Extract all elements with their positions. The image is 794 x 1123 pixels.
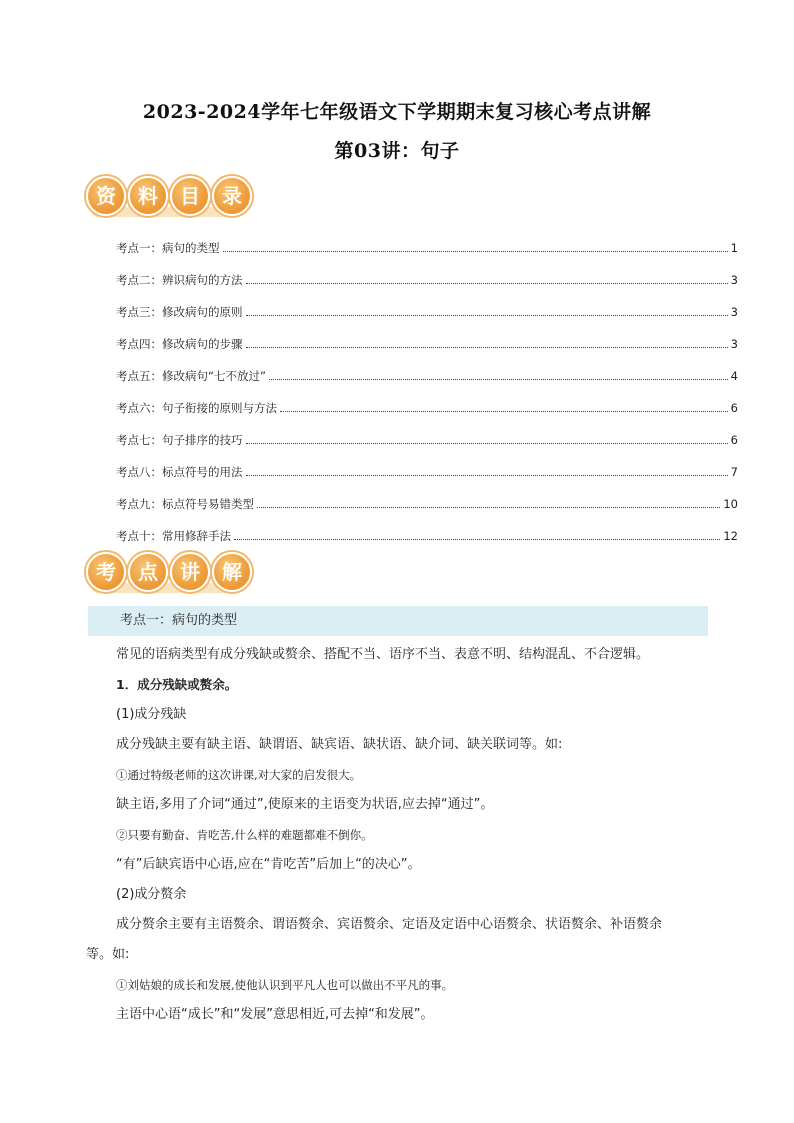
toc-entry[interactable] bbox=[116, 368, 738, 400]
toc-entry-page: 3 bbox=[730, 305, 738, 319]
toc-badge-char: 录 bbox=[212, 176, 252, 216]
toc-entry-label: 考点二：辨识病句的方法 bbox=[116, 273, 243, 287]
lecture-badge-char: 考 bbox=[86, 552, 126, 592]
toc-leader-dots bbox=[269, 371, 728, 380]
toc-entry-page: 7 bbox=[730, 465, 738, 479]
toc-leader-dots bbox=[234, 531, 720, 540]
lecture-badge-char: 解 bbox=[212, 552, 252, 592]
subheading-minor: (1)成分残缺 bbox=[116, 707, 187, 722]
toc-entry[interactable] bbox=[116, 400, 738, 432]
toc-badge-char: 目 bbox=[170, 176, 210, 216]
subheading-minor: (2)成分赘余 bbox=[116, 887, 187, 902]
toc-entry-label: 考点九：标点符号易错类型 bbox=[116, 497, 254, 511]
toc-leader-dots bbox=[246, 275, 728, 284]
toc-leader-dots bbox=[257, 499, 720, 508]
example-sentence: ①通过特级老师的这次讲课,对大家的启发很大。 bbox=[116, 768, 362, 782]
toc-entry-label: 考点一：病句的类型 bbox=[116, 241, 220, 255]
example-explanation: 主语中心语“成长”和“发展”意思相近,可去掉“和发展”。 bbox=[116, 1007, 434, 1022]
toc-entry-label: 考点八：标点符号的用法 bbox=[116, 465, 243, 479]
toc-leader-dots bbox=[280, 403, 728, 412]
toc-entry[interactable] bbox=[116, 464, 738, 496]
toc-entry[interactable] bbox=[116, 432, 738, 464]
paragraph: 成分残缺主要有缺主语、缺谓语、缺宾语、缺状语、缺介词、缺关联词等。如: bbox=[116, 737, 563, 752]
toc-leader-dots bbox=[246, 307, 728, 316]
toc-leader-dots bbox=[246, 435, 728, 444]
toc-entry-page: 10 bbox=[723, 497, 738, 511]
toc-entry-label: 考点五：修改病句“七不放过” bbox=[116, 369, 266, 383]
lecture-subtitle: 第03讲：句子 bbox=[334, 140, 460, 162]
toc-leader-dots bbox=[223, 243, 728, 252]
toc-entry-label: 考点十：常用修辞手法 bbox=[116, 529, 231, 543]
example-explanation: 缺主语,多用了介词“通过”,使原来的主语变为状语,应去掉“通过”。 bbox=[116, 797, 494, 812]
section-heading: 考点一：病句的类型 bbox=[88, 606, 708, 636]
paragraph-continuation: 等。如: bbox=[86, 947, 130, 962]
toc-leader-dots bbox=[246, 339, 728, 348]
toc-entry-page: 3 bbox=[730, 273, 738, 287]
toc-entry-label: 考点四：修改病句的步骤 bbox=[116, 337, 243, 351]
toc-entry-page: 3 bbox=[730, 337, 738, 351]
subheading: 1．成分残缺或赘余。 bbox=[116, 677, 238, 692]
toc-entry[interactable] bbox=[116, 336, 738, 368]
table-of-contents bbox=[116, 240, 738, 560]
lecture-badge-char: 讲 bbox=[170, 552, 210, 592]
lecture-badge-char: 点 bbox=[128, 552, 168, 592]
toc-entry-page: 12 bbox=[723, 529, 738, 543]
toc-entry[interactable] bbox=[116, 272, 738, 304]
toc-badge-group bbox=[86, 176, 252, 216]
section-body bbox=[86, 640, 716, 1030]
lecture-badge-group bbox=[86, 552, 252, 592]
toc-entry-label: 考点七：句子排序的技巧 bbox=[116, 433, 243, 447]
toc-entry[interactable] bbox=[116, 240, 738, 272]
document-title: 2023-2024学年七年级语文下学期期末复习核心考点讲解 bbox=[142, 101, 652, 123]
toc-entry-label: 考点三：修改病句的原则 bbox=[116, 305, 243, 319]
toc-entry-page: 6 bbox=[730, 401, 738, 415]
toc-entry[interactable] bbox=[116, 304, 738, 336]
paragraph: 成分赘余主要有主语赘余、谓语赘余、宾语赘余、定语及定语中心语赘余、状语赘余、补语赘余 bbox=[116, 917, 663, 932]
example-sentence: ②只要有勤奋、肯吃苦,什么样的难题都难不倒你。 bbox=[116, 828, 373, 842]
toc-entry-page: 6 bbox=[730, 433, 738, 447]
toc-badge-char: 料 bbox=[128, 176, 168, 216]
toc-leader-dots bbox=[246, 467, 728, 476]
example-explanation: “有”后缺宾语中心语,应在“肯吃苦”后加上“的决心”。 bbox=[116, 857, 421, 872]
toc-entry[interactable] bbox=[116, 496, 738, 528]
toc-entry-page: 1 bbox=[730, 241, 738, 255]
toc-entry-label: 考点六：句子衔接的原则与方法 bbox=[116, 401, 277, 415]
intro-paragraph: 常见的语病类型有成分残缺或赘余、搭配不当、语序不当、表意不明、结构混乱、不合逻辑。 bbox=[116, 647, 650, 662]
toc-badge-char: 资 bbox=[86, 176, 126, 216]
toc-entry-page: 4 bbox=[730, 369, 738, 383]
example-sentence: ①刘姑娘的成长和发展,使他认识到平凡人也可以做出不平凡的事。 bbox=[116, 978, 454, 992]
